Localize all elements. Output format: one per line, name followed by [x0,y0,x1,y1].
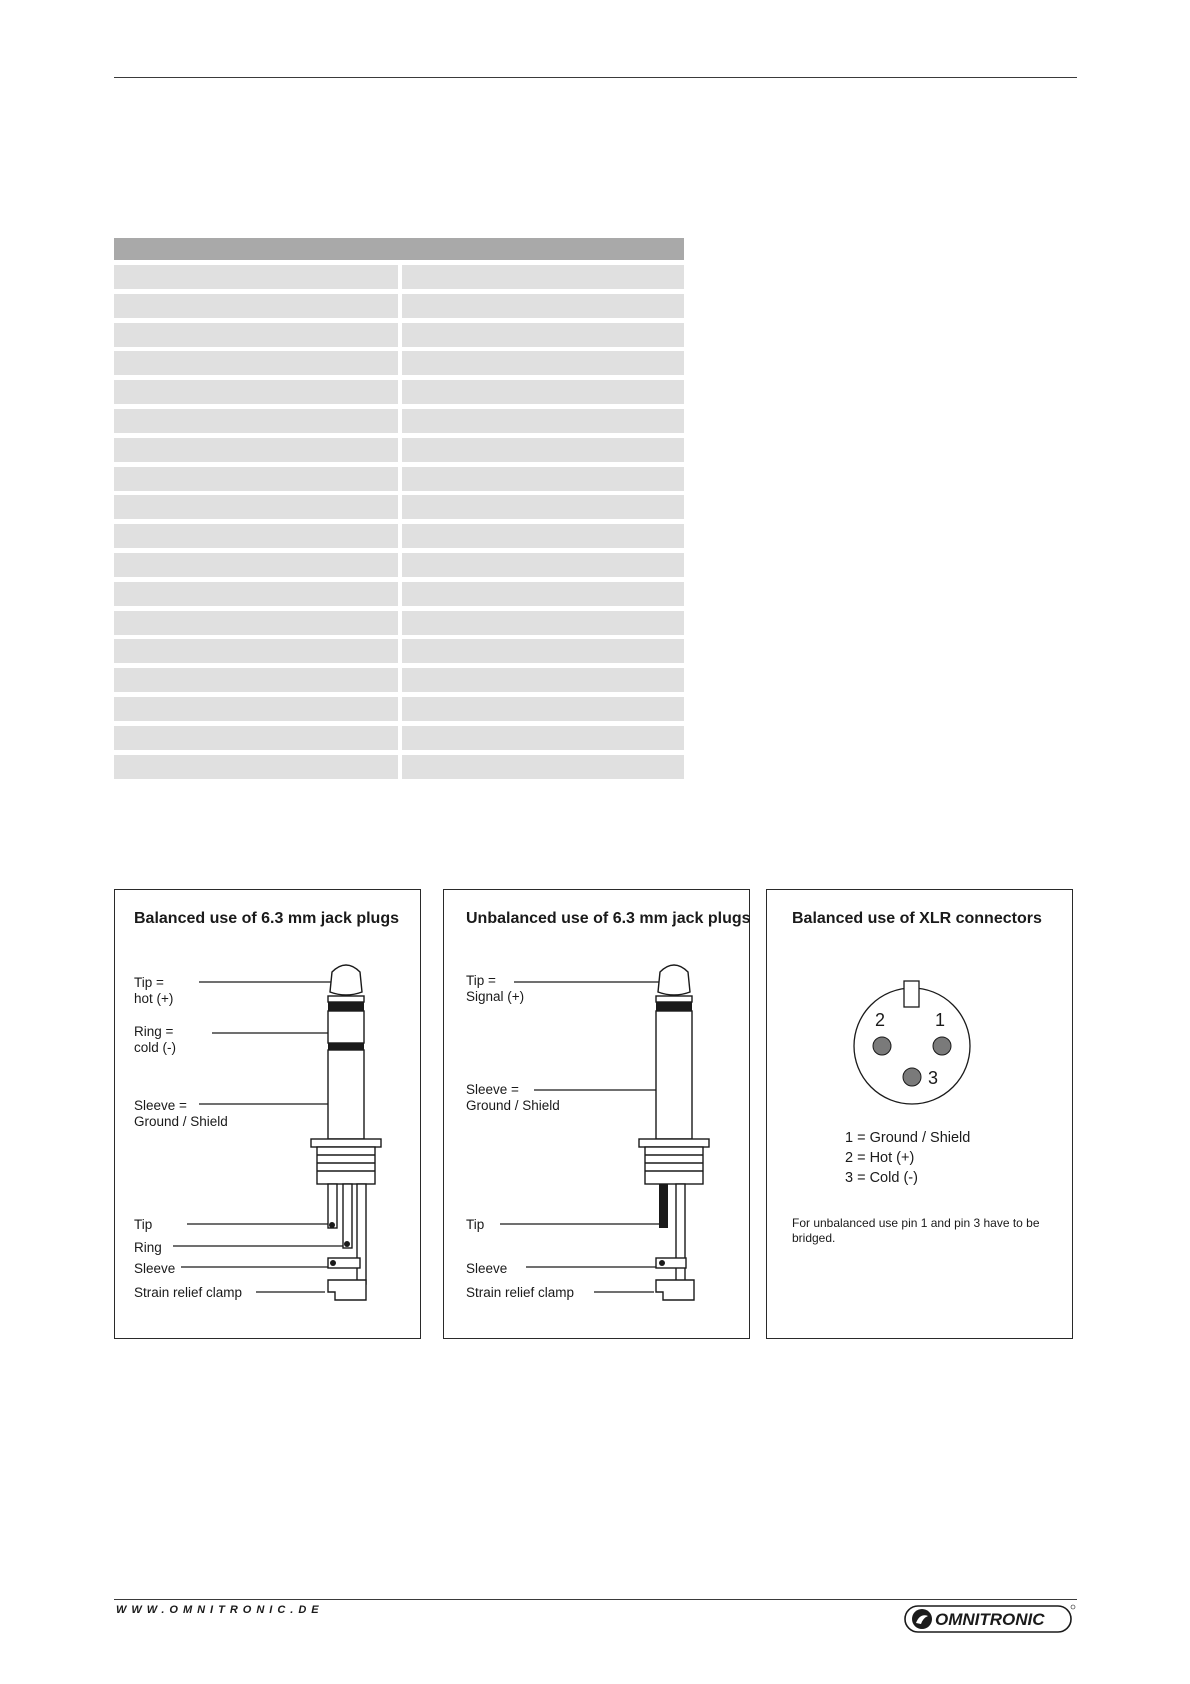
spec-cell-value [402,639,684,663]
spec-cell-label [114,438,398,462]
spec-table-row [114,611,684,635]
sleeve-solder-point [330,1260,336,1266]
xlr-key-notch [904,981,919,1007]
sleeve-label-line-2: Ground / Shield [134,1114,228,1129]
spec-table-row [114,467,684,491]
strain-relief-clamp-shape [656,1280,694,1300]
jack-thread [317,1147,375,1184]
spec-table-row [114,639,684,663]
tip-insulator-band [656,1002,692,1011]
tip-solder-point [329,1222,335,1228]
spec-table-row [114,409,684,433]
jack-thread [645,1147,703,1184]
wire-sleeve-label: Sleeve [466,1261,508,1276]
spec-cell-value [402,265,684,289]
spec-cell-value [402,755,684,779]
spec-table-row [114,380,684,404]
spec-cell-label [114,668,398,692]
tip-label [134,975,173,1007]
panel-title: Unbalanced use of 6.3 mm jack plugs [466,910,751,927]
xlr-pin-1 [933,1037,951,1055]
spec-cell-label [114,697,398,721]
spec-cell-value [402,524,684,548]
tip-collar [328,996,364,1002]
spec-cell-label [114,553,398,577]
strain-relief-label: Strain relief clamp [466,1285,575,1300]
legend-line-2: 2 = Hot (+) [845,1150,915,1166]
spec-table-row [114,582,684,606]
tip-wire-shape [659,1184,668,1228]
strain-relief-clamp-shape [328,1280,366,1300]
xlr-pin-legend [845,1128,970,1188]
spec-cell-value [402,582,684,606]
tip-label-line-2: hot (+) [134,991,174,1006]
spec-table-row [114,726,684,750]
spec-cell-value [402,467,684,491]
spec-table-row [114,553,684,577]
spec-cell-label [114,380,398,404]
spec-cell-label [114,351,398,375]
spec-table-row [114,697,684,721]
omnitronic-logo-graphic [904,1604,1076,1634]
xlr-connector-diagram [767,890,1074,1340]
spec-table-row [114,294,684,318]
spec-cell-value [402,668,684,692]
xlr-pin-2 [873,1037,891,1055]
panel-title: Balanced use of XLR connectors [792,910,1042,927]
spec-cell-label [114,323,398,347]
wire-ring-label: Ring [134,1240,162,1255]
spec-cell-label [114,726,398,750]
spec-table-row [114,351,684,375]
strain-relief-label: Strain relief clamp [134,1285,243,1300]
spec-cell-value [402,438,684,462]
spec-cell-value [402,351,684,375]
panel-title: Balanced use of 6.3 mm jack plugs [134,910,399,927]
spec-cell-label [114,294,398,318]
spec-cell-value [402,611,684,635]
ring-solder-point [344,1241,350,1247]
panel-balanced-jack [114,889,421,1339]
tip-label-line-1: Tip = [466,973,496,988]
jack-tip-shape [330,965,362,995]
footer-website: WWW.OMNITRONIC.DE [116,1604,324,1616]
spec-table-row [114,265,684,289]
spec-table-row [114,668,684,692]
xlr-unbalanced-note: For unbalanced use pin 1 and pin 3 have to be bridged. [792,1216,1040,1245]
jack-flange [639,1139,709,1147]
sleeve-label [466,1082,560,1114]
spec-cell-label [114,582,398,606]
spec-table-row [114,524,684,548]
jack-plug-balanced [311,965,381,1300]
spec-table-header [114,238,684,260]
spec-table-row [114,438,684,462]
ring-insulator-band [328,1043,364,1050]
spec-cell-label [114,524,398,548]
pin-1-label: 1 [935,1010,946,1030]
legend-line-1: 1 = Ground / Shield [845,1130,971,1146]
spec-cell-value [402,553,684,577]
spec-cell-value [402,697,684,721]
spec-cell-label [114,639,398,663]
wire-tip-label: Tip [466,1217,485,1232]
spec-cell-value [402,380,684,404]
spec-cell-value [402,323,684,347]
pin-2-label: 2 [875,1010,886,1030]
top-rule [114,77,1077,78]
sleeve-label-line-1: Sleeve = [134,1098,187,1113]
jack-flange [311,1139,381,1147]
ring-label [134,1024,176,1056]
spec-cell-label [114,611,398,635]
sleeve-solder-point [659,1260,665,1266]
jack-tip-shape [658,965,690,995]
spec-table-row [114,323,684,347]
spec-cell-label [114,265,398,289]
panel-unbalanced-jack [443,889,750,1339]
sleeve-label [134,1098,228,1130]
spec-cell-value [402,495,684,519]
wire-tip-label: Tip [134,1217,153,1232]
tip-label-line-1: Tip = [134,975,164,990]
wire-sleeve-label: Sleeve [134,1261,176,1276]
legend-line-3: 3 = Cold (-) [845,1170,918,1186]
omnitronic-logo [904,1604,1076,1634]
xlr-pin-3 [903,1068,921,1086]
pin-3-label: 3 [928,1068,939,1088]
jack-plug-unbalanced [639,965,709,1300]
spec-table-row [114,755,684,779]
spec-cell-label [114,755,398,779]
spec-cell-label [114,409,398,433]
spec-cell-value [402,294,684,318]
spec-table-row [114,495,684,519]
panel-xlr [766,889,1073,1339]
spec-cell-label [114,495,398,519]
tip-label [466,973,524,1005]
ring-label-line-2: cold (-) [134,1040,177,1055]
footer-rule [114,1599,1077,1600]
spec-cell-value [402,726,684,750]
ring-label-line-1: Ring = [134,1024,174,1039]
spec-cell-label [114,467,398,491]
sleeve-label-line-1: Sleeve = [466,1082,519,1097]
tip-label-line-2: Signal (+) [466,989,525,1004]
tip-insulator-band [328,1002,364,1011]
spec-cell-value [402,409,684,433]
tip-collar [656,996,692,1002]
sleeve-label-line-2: Ground / Shield [466,1098,560,1113]
logo-wordmark: OMNITRONIC [935,1610,1045,1629]
spec-table [114,238,684,783]
